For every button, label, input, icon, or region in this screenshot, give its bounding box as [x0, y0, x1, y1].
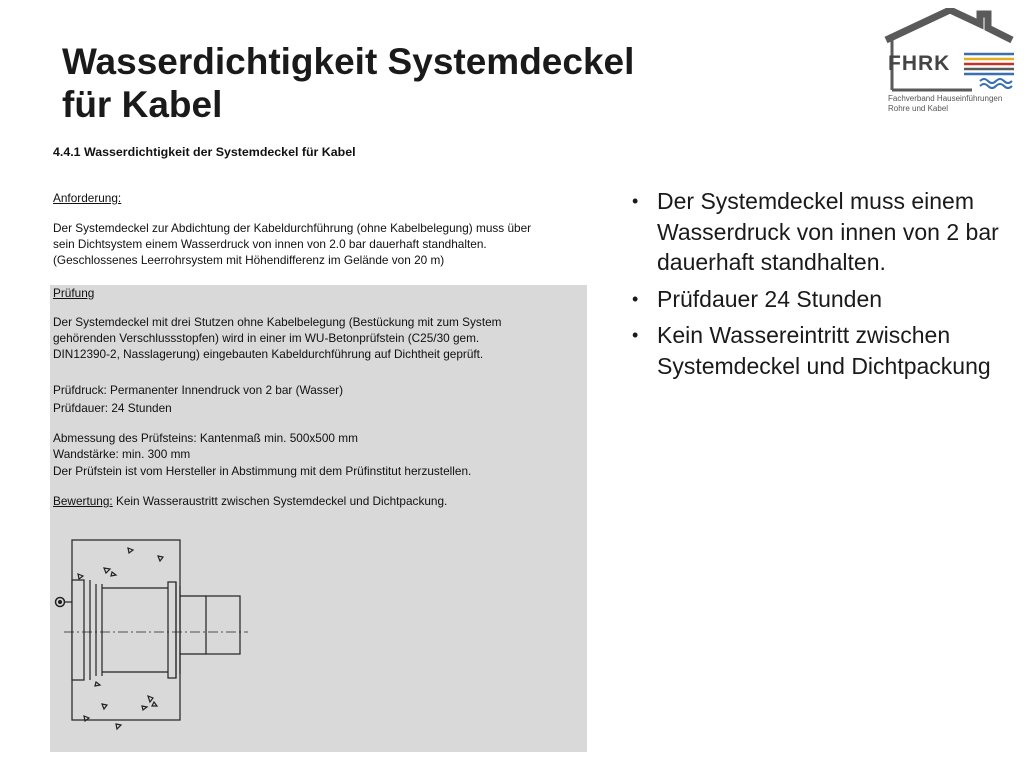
document-heading: 4.4.1 Wasserdichtigkeit der Systemdeckel für Kabel [53, 145, 356, 159]
logo-wordmark: FHRK [888, 52, 951, 75]
abmessung-line: Abmessung des Prüfsteins: Kantenmaß min. 500x500 mm [53, 431, 358, 445]
logo-subtitle-line-1: Fachverband Hauseinführungen [888, 94, 1003, 103]
pruefdruck-text: Prüfdruck: Permanenter Innendruck von 2 bar (Wasser) [53, 383, 344, 397]
bullet-text: Kein Wassereintritt zwischen Systemdeckel und Dichtpackung [657, 322, 991, 379]
bewertung-text [53, 493, 447, 509]
fhrk-logo [884, 8, 1016, 112]
bewertung-value: Kein Wasseraustritt zwischen Systemdeckel und Dichtpackung. [112, 494, 448, 508]
pruefung-line: gehörenden Verschlussstopfen) wird in einer im WU-Betonprüfstein (C25/30 gem. [53, 331, 480, 345]
bullet-item [632, 284, 1012, 315]
bullet-list [632, 186, 1012, 387]
bullet-item [632, 320, 1012, 381]
slide-title [62, 40, 762, 126]
anforderung-line: (Geschlossenes Leerrohrsystem mit Höhendifferenz im Gelände von 20 m) [53, 253, 445, 267]
bewertung-label: Bewertung: [53, 494, 113, 508]
bullet-text: Prüfdauer 24 Stunden [657, 285, 883, 312]
slide-title-line-1: Wasserdichtigkeit Systemdeckel [62, 41, 635, 82]
slide-title-line-2: für Kabel [62, 84, 223, 125]
bullet-text: Der Systemdeckel muss einem Wasserdruck von innen von 2 bar dauerhaft standhalten. [657, 188, 999, 275]
abmessung-line: Wandstärke: min. 300 mm [53, 447, 191, 461]
document-excerpt [50, 138, 587, 752]
pruefung-line: DIN12390-2, Nasslagerung) eingebauten Kabeldurchführung auf Dichtheit geprüft. [53, 347, 484, 361]
bullet-item [632, 186, 1012, 278]
technical-drawing [50, 528, 270, 750]
anforderung-line: sein Dichtsystem einem Wasserdruck von innen von 2.0 bar dauerhaft standhalten. [53, 237, 487, 251]
bullet-dot-icon: • [632, 191, 639, 211]
anforderung-line: Der Systemdeckel zur Abdichtung der Kabeldurchführung (ohne Kabelbelegung) muss über [53, 221, 532, 235]
abmessung-line: Der Prüfstein ist vom Hersteller in Abstimmung mit dem Prüfinstitut herzustellen. [53, 464, 472, 478]
anforderung-label: Anforderung: [53, 191, 122, 205]
pruefdauer-text: Prüfdauer: 24 Stunden [53, 401, 172, 415]
bullet-dot-icon: • [632, 288, 639, 309]
bullet-dot-icon: • [632, 325, 639, 345]
logo-subtitle-line-2: Rohre und Kabel [888, 104, 949, 113]
pruefung-label: Prüfung [53, 286, 95, 300]
pruefung-line: Der Systemdeckel mit drei Stutzen ohne Kabelbelegung (Bestückung mit zum System [53, 315, 502, 329]
